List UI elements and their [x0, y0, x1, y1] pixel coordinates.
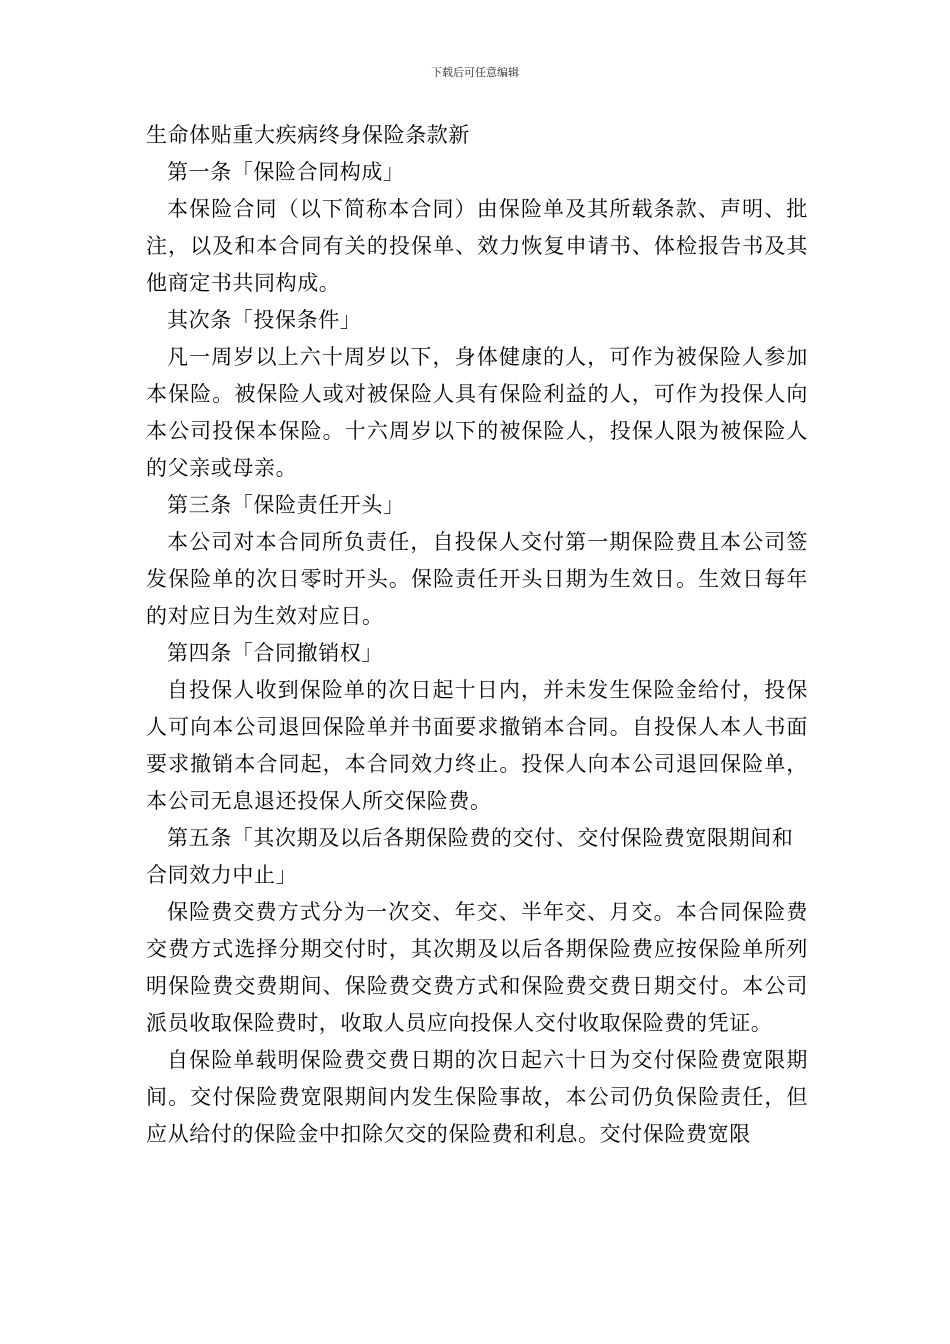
article-3-paragraph: 本公司对本合同所负责任，自投保人交付第一期保险费且本公司签发保险单的次日零时开头。保险责任开头日期为生效日。生效日每年的对应日为生效对应日。 [146, 530, 808, 628]
article-2-paragraph: 凡一周岁以上六十周岁以下，身体健康的人，可作为被保险人参加本保险。被保险人或对被保险人具有保险利益的人，可作为投保人向本公司投保本保险。十六周岁以下的被保险人，投保人限为被保险人的父亲或母亲。 [146, 345, 808, 480]
article-3-heading: 第三条「保险责任开头」 [167, 493, 405, 517]
article-5-paragraph-1: 保险费交费方式分为一次交、年交、半年交、月交。本合同保险费交费方式选择分期交付时，其次期及以后各期保险费应按保险单所列明保险费交费期间、保险费交费方式和保险费交费日期交付。本公司派员收取保险费时，收取人员应向投保人交付收取保险费的凭证。 [146, 900, 808, 1035]
article-5-heading: 第五条「其次期及以后各期保险费的交付、交付保险费宽限期间和合同效力中止」 [146, 826, 794, 887]
article-5-paragraph-2: 自保险单载明保险费交费日期的次日起六十日为交付保险费宽限期间。交付保险费宽限期间内发生保险事故，本公司仍负保险责任，但应从给付的保险金中扣除欠交的保险费和利息。交付保险费宽限 [146, 1048, 808, 1146]
article-4-heading: 第四条「合同撤销权」 [167, 641, 383, 665]
article-1-heading: 第一条「保险合同构成」 [167, 160, 405, 184]
document-body [146, 117, 808, 1153]
article-1-paragraph: 本保险合同（以下简称本合同）由保险单及其所载条款、声明、批注，以及和本合同有关的投保单、效力恢复申请书、体检报告书及其他商定书共同构成。 [146, 197, 808, 295]
document-title: 生命体贴重大疾病终身保险条款新 [146, 123, 470, 147]
article-2-heading: 其次条「投保条件」 [167, 308, 362, 332]
article-4-paragraph: 自投保人收到保险单的次日起十日内，并未发生保险金给付，投保人可向本公司退回保险单并书面要求撤销本合同。自投保人本人书面要求撤销本合同起，本合同效力终止。投保人向本公司退回保险单，本公司无息退还投保人所交保险费。 [146, 678, 808, 813]
page-header-note: 下载后可任意编辑 [431, 66, 519, 79]
